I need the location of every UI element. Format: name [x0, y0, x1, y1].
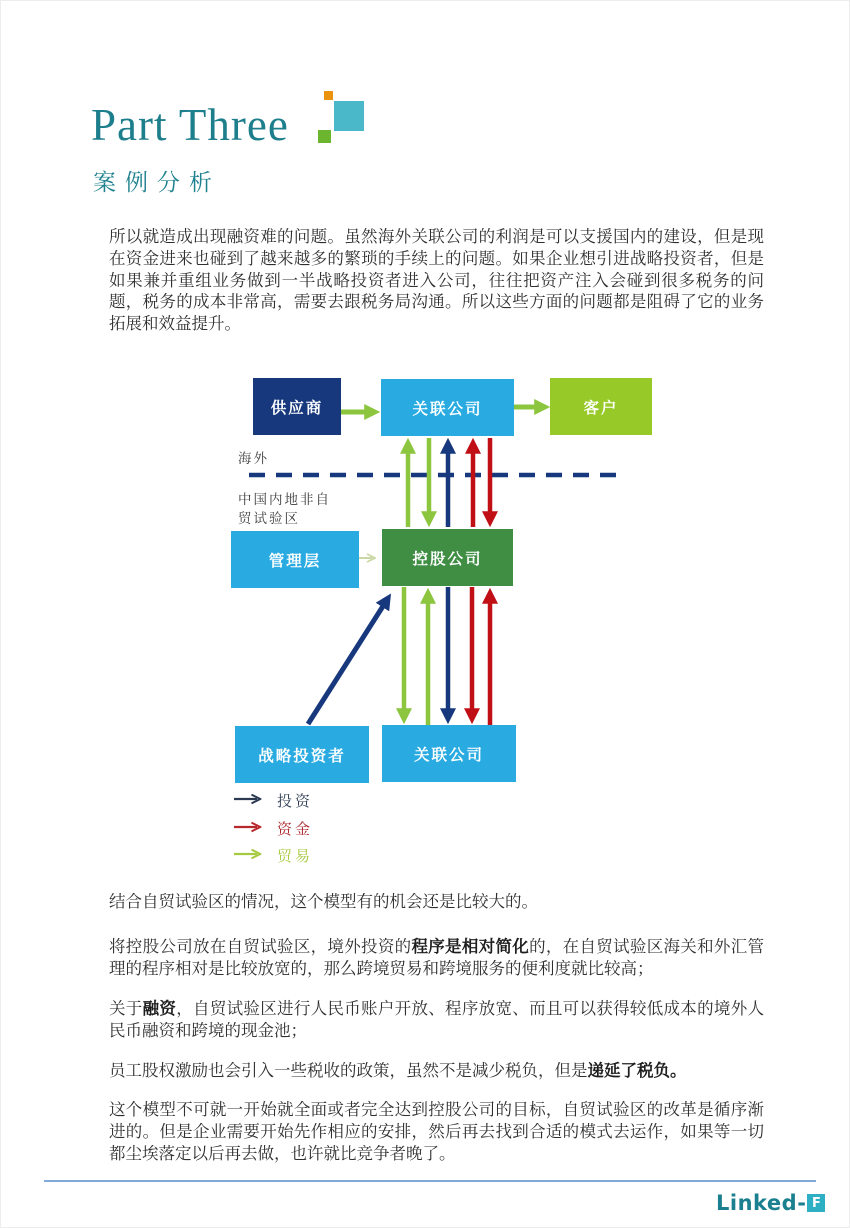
body-paragraph-3 — [109, 998, 764, 1042]
logo-f-mark-icon: F — [807, 1194, 825, 1212]
diagram-node-customer: 客户 — [550, 378, 652, 435]
diagram-node-management: 管理层 — [231, 531, 359, 588]
decor-square-orange-icon — [324, 91, 333, 100]
paragraph-text: 关于 — [109, 999, 143, 1018]
decor-square-green-icon — [318, 130, 331, 143]
legend-label-trade: 贸易 — [277, 847, 314, 865]
region-label-mainland-line1: 中国内地非自 — [238, 492, 331, 508]
paragraph-text: 将控股公司放在自贸试验区，境外投资的 — [109, 937, 412, 956]
company-logo — [716, 1191, 825, 1215]
page-title: Part Three — [91, 100, 289, 150]
paragraph-text: ，自贸试验区进行人民币账户开放、程序放宽、而且可以获得较低成本的境外人民币融资和跨境的现金池； — [109, 999, 765, 1040]
footer-divider — [44, 1180, 816, 1182]
paragraph-bold-text: 程序是相对简化 — [411, 937, 530, 956]
paragraph-bold-text: 递延了税负。 — [587, 1061, 687, 1080]
region-label-overseas: 海外 — [238, 451, 269, 467]
paragraph-text: 员工股权激励也会引入一些税收的政策，虽然不是减少税负，但是 — [109, 1061, 588, 1080]
body-paragraph-4 — [109, 1060, 764, 1082]
section-title: 案例分析 — [93, 170, 221, 196]
intro-paragraph: 所以就造成出现融资难的问题。虽然海外关联公司的利润是可以支援国内的建设，但是现在资金进来也碰到了越来越多的繁琐的手续上的问题。如果企业想引进战略投资者，但是如果兼并重组业务做到一半战略投资者进入公司，往往把资产注入会碰到很多税务的问题，税务的成本非常高，需要去跟税务局沟通。所以这些方面的问题都是阻碍了它的业务拓展和效益提升。 — [109, 227, 764, 334]
diagram-node-strategic-investor: 战略投资者 — [235, 726, 369, 783]
paragraph-text: 的，在自贸试验区海关和外汇管理的程序相对是比较放宽的，那么跨境贸易和跨境服务的便利度就比较高； — [109, 937, 765, 978]
diagram-node-holding-company: 控股公司 — [382, 529, 513, 586]
body-paragraph-1: 结合自贸试验区的情况，这个模型有的机会还是比较大的。 — [109, 892, 538, 911]
region-label-mainland-line2: 贸试验区 — [238, 511, 300, 527]
decor-square-teal-icon — [334, 101, 364, 131]
legend-label-funds: 资金 — [277, 820, 314, 838]
flow-diagram-arrows — [201, 361, 671, 881]
legend-label-investment: 投资 — [277, 792, 314, 810]
body-paragraph-5: 这个模型不可就一开始就全面或者完全达到控股公司的目标，自贸试验区的改革是循序渐进的。但是企业需要开始先作相应的安排，然后再去找到合适的模式去运作，如果等一切都尘埃落定以后再去做，也许就比竞争者晚了。 — [109, 1100, 764, 1163]
logo-text: Linked- — [716, 1191, 807, 1215]
paragraph-bold-text: 融资 — [142, 999, 177, 1018]
diagram-node-supplier: 供应商 — [253, 378, 341, 435]
diagram-node-affiliate-bottom: 关联公司 — [382, 725, 516, 782]
body-paragraph-2 — [109, 936, 764, 980]
diagram-node-affiliate-top: 关联公司 — [381, 379, 514, 436]
